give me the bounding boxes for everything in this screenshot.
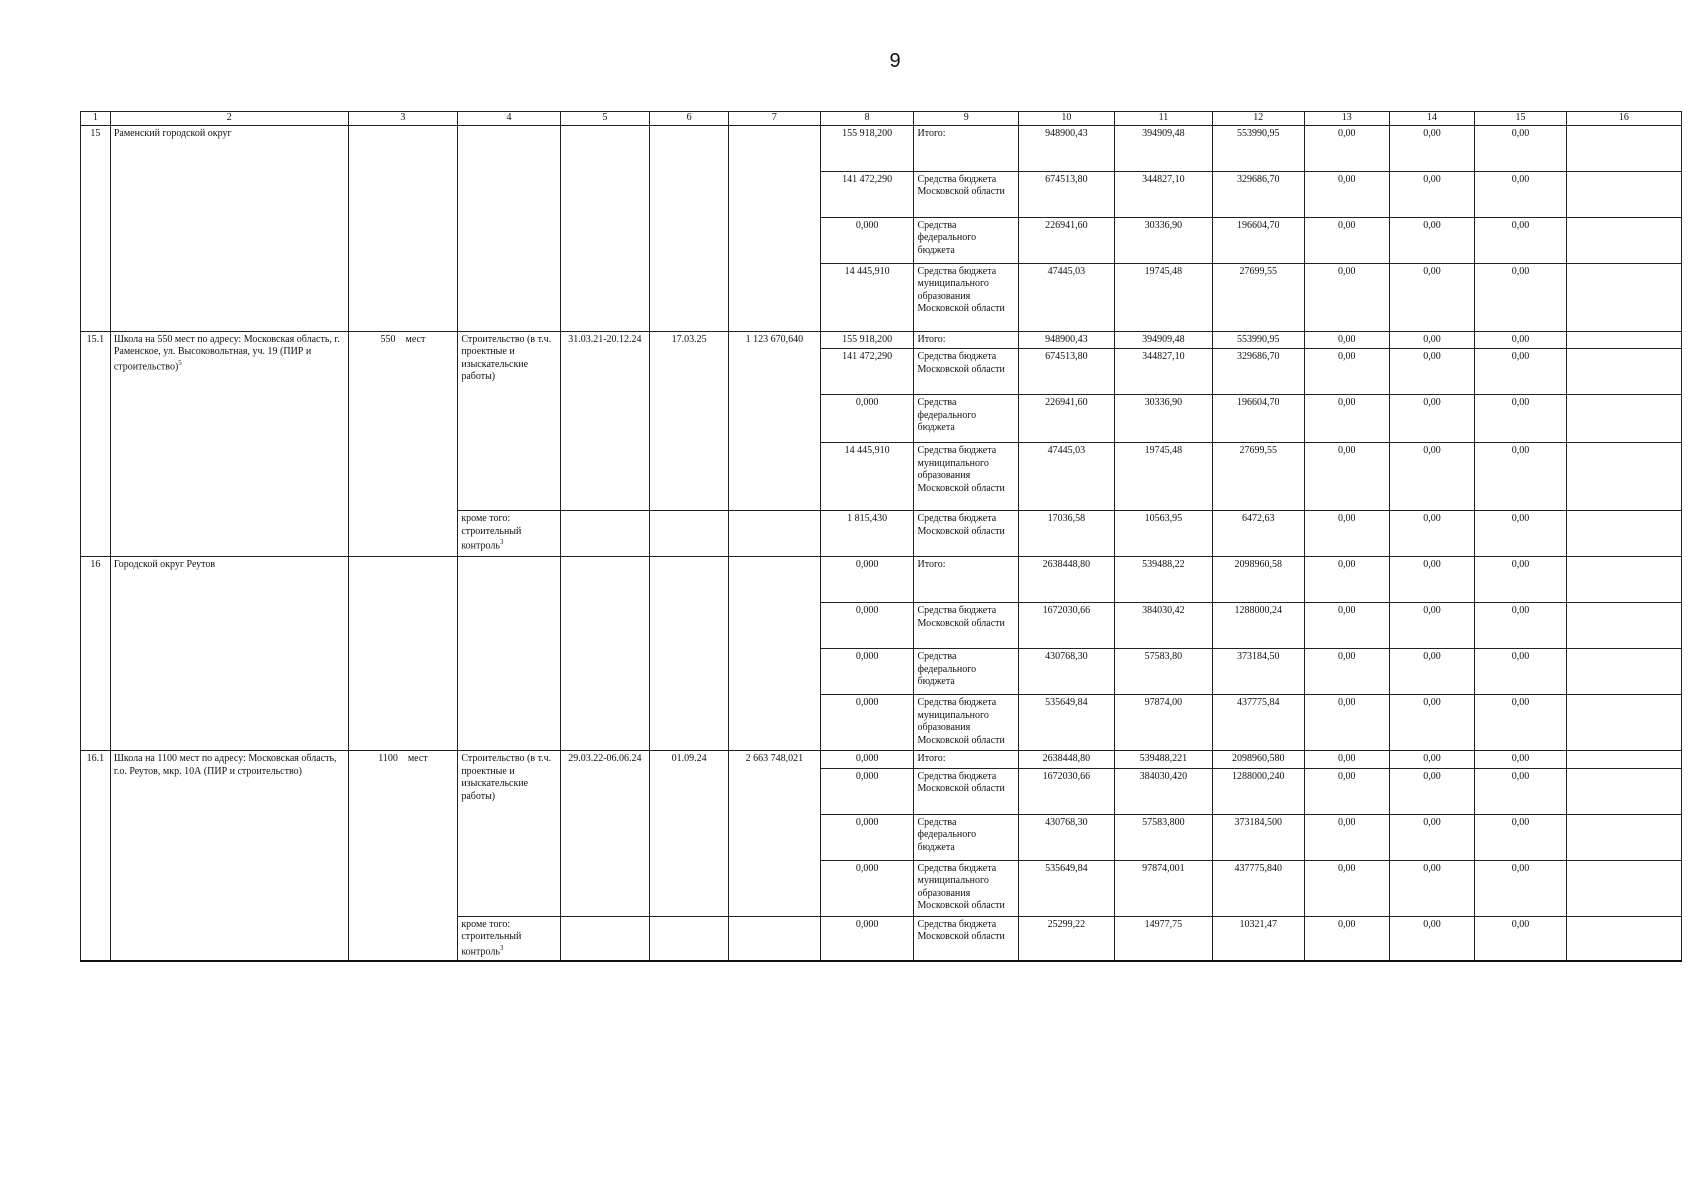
cell-c15: 0,00 <box>1475 331 1567 349</box>
cell-c8: 0,000 <box>820 860 914 916</box>
capacity: 550 мест <box>348 331 458 557</box>
cell-c8: 0,000 <box>820 768 914 814</box>
col-header: 13 <box>1304 112 1389 126</box>
cell-c9: Средства бюджета Московской области <box>914 349 1018 395</box>
date: 17.03.25 <box>650 331 729 511</box>
cell-c15: 0,00 <box>1475 603 1567 649</box>
cell-c12: 27699,55 <box>1212 263 1304 331</box>
cell-c9: Итого: <box>914 751 1018 769</box>
cost: 1 123 670,640 <box>729 331 821 511</box>
table-row <box>81 751 1682 769</box>
cell-c14: 0,00 <box>1389 395 1474 443</box>
cell-c14: 0,00 <box>1389 557 1474 603</box>
object-name: Школа на 1100 мест по адресу: Московская область, г.о. Реутов, мкр. 10А (ПИР и строительство) <box>110 751 348 962</box>
cell-c12: 196604,70 <box>1212 395 1304 443</box>
cell-c10: 17036,58 <box>1018 511 1114 557</box>
cell-c15: 0,00 <box>1475 649 1567 695</box>
table-row <box>81 125 1682 171</box>
cell-c9: Средства федерального бюджета <box>914 814 1018 860</box>
cell-c14: 0,00 <box>1389 603 1474 649</box>
cell-c9: Средства федерального бюджета <box>914 649 1018 695</box>
cell-c14: 0,00 <box>1389 916 1474 961</box>
section-number: 15.1 <box>81 331 111 557</box>
cell-c10: 430768,30 <box>1018 649 1114 695</box>
section-number: 16 <box>81 557 111 751</box>
cell-c14: 0,00 <box>1389 768 1474 814</box>
col-header: 10 <box>1018 112 1114 126</box>
cell-c11: 57583,80 <box>1114 649 1212 695</box>
cell-c14: 0,00 <box>1389 349 1474 395</box>
object-name: Школа на 550 мест по адресу: Московская область, г. Раменское, ул. Высоковольтная, уч. 19 (ПИР и строительство)$^5$ <box>110 331 348 557</box>
cell-c11: 384030,420 <box>1114 768 1212 814</box>
cell-c10: 2638448,80 <box>1018 557 1114 603</box>
cell-c11: 30336,90 <box>1114 395 1212 443</box>
cell-c9: Средства бюджета Московской области <box>914 511 1018 557</box>
cell-c15: 0,00 <box>1475 557 1567 603</box>
col-header: 4 <box>458 112 560 126</box>
cell-c12: 10321,47 <box>1212 916 1304 961</box>
cell-c11: 384030,42 <box>1114 603 1212 649</box>
cell-c8: 0,000 <box>820 814 914 860</box>
cell-c13: 0,00 <box>1304 814 1389 860</box>
cell-c8: 14 445,910 <box>820 263 914 331</box>
cell-c12: 437775,840 <box>1212 860 1304 916</box>
cell-c12: 2098960,580 <box>1212 751 1304 769</box>
page-number: 9 <box>889 50 901 72</box>
cell-c13: 0,00 <box>1304 171 1389 217</box>
cell-c11: 10563,95 <box>1114 511 1212 557</box>
col-header: 2 <box>110 112 348 126</box>
cell-c12: 1288000,24 <box>1212 603 1304 649</box>
cell-c13: 0,00 <box>1304 916 1389 961</box>
cell-c9: Средства федерального бюджета <box>914 217 1018 263</box>
cell-c14: 0,00 <box>1389 814 1474 860</box>
cell-c10: 948900,43 <box>1018 331 1114 349</box>
cell-c10: 674513,80 <box>1018 349 1114 395</box>
cell-c9: Средства бюджета муниципального образования Московской области <box>914 263 1018 331</box>
cell-c10: 1672030,66 <box>1018 768 1114 814</box>
cell-c13: 0,00 <box>1304 649 1389 695</box>
col-header: 9 <box>914 112 1018 126</box>
cell-c13: 0,00 <box>1304 395 1389 443</box>
cell-c9: Средства бюджета муниципального образования Московской области <box>914 695 1018 751</box>
section-name: Раменский городской округ <box>110 125 348 331</box>
col-header: 16 <box>1566 112 1681 126</box>
cell-c14: 0,00 <box>1389 511 1474 557</box>
cell-c13: 0,00 <box>1304 263 1389 331</box>
col-header: 8 <box>820 112 914 126</box>
cell-c15: 0,00 <box>1475 860 1567 916</box>
cell-c12: 329686,70 <box>1212 171 1304 217</box>
cell-c14: 0,00 <box>1389 171 1474 217</box>
col-header: 5 <box>560 112 650 126</box>
cell-c11: 539488,22 <box>1114 557 1212 603</box>
col-header: 15 <box>1475 112 1567 126</box>
col-header: 3 <box>348 112 458 126</box>
cell-c9: Средства бюджета Московской области <box>914 916 1018 961</box>
cell-c8: 0,000 <box>820 557 914 603</box>
cell-c10: 1672030,66 <box>1018 603 1114 649</box>
cell-c13: 0,00 <box>1304 603 1389 649</box>
cell-c14: 0,00 <box>1389 263 1474 331</box>
cell-c10: 226941,60 <box>1018 395 1114 443</box>
cell-c8: 0,000 <box>820 695 914 751</box>
cell-c14: 0,00 <box>1389 860 1474 916</box>
cell-c10: 2638448,80 <box>1018 751 1114 769</box>
cell-c9: Средства бюджета муниципального образования Московской области <box>914 443 1018 511</box>
cost: 2 663 748,021 <box>729 751 821 917</box>
cell-c13: 0,00 <box>1304 768 1389 814</box>
besides-control: кроме того: строительный контроль$^3$ <box>458 511 560 557</box>
cell-c13: 0,00 <box>1304 557 1389 603</box>
cell-c13: 0,00 <box>1304 349 1389 395</box>
cell-c14: 0,00 <box>1389 695 1474 751</box>
cell-c13: 0,00 <box>1304 695 1389 751</box>
cell-c14: 0,00 <box>1389 649 1474 695</box>
cell-c14: 0,00 <box>1389 125 1474 171</box>
cell-c8: 0,000 <box>820 916 914 961</box>
cell-c15: 0,00 <box>1475 125 1567 171</box>
cell-c12: 1288000,240 <box>1212 768 1304 814</box>
cell-c13: 0,00 <box>1304 125 1389 171</box>
budget-table <box>80 111 1682 962</box>
cell-c9: Средства бюджета Московской области <box>914 768 1018 814</box>
cell-c12: 553990,95 <box>1212 125 1304 171</box>
cell-c12: 437775,84 <box>1212 695 1304 751</box>
cell-c14: 0,00 <box>1389 751 1474 769</box>
cell-c9: Итого: <box>914 557 1018 603</box>
cell-c8: 0,000 <box>820 649 914 695</box>
col-header: 7 <box>729 112 821 126</box>
table-row <box>81 331 1682 349</box>
cell-c9: Средства бюджета Московской области <box>914 603 1018 649</box>
cell-c15: 0,00 <box>1475 695 1567 751</box>
date: 01.09.24 <box>650 751 729 917</box>
cell-c13: 0,00 <box>1304 443 1389 511</box>
cell-c9: Средства федерального бюджета <box>914 395 1018 443</box>
header-row <box>81 112 1682 126</box>
cell-c9: Итого: <box>914 331 1018 349</box>
cell-c10: 535649,84 <box>1018 695 1114 751</box>
cell-c10: 948900,43 <box>1018 125 1114 171</box>
cell-c11: 344827,10 <box>1114 171 1212 217</box>
cell-c8: 0,000 <box>820 603 914 649</box>
cell-c10: 430768,30 <box>1018 814 1114 860</box>
cell-c15: 0,00 <box>1475 443 1567 511</box>
section-name: Городской округ Реутов <box>110 557 348 751</box>
cell-c11: 97874,00 <box>1114 695 1212 751</box>
cell-c15: 0,00 <box>1475 768 1567 814</box>
cell-c15: 0,00 <box>1475 395 1567 443</box>
cell-c11: 344827,10 <box>1114 349 1212 395</box>
cell-c9: Итого: <box>914 125 1018 171</box>
work-type: Строительство (в т.ч. проектные и изыскательские работы) <box>458 331 560 511</box>
cell-c12: 373184,50 <box>1212 649 1304 695</box>
cell-c10: 226941,60 <box>1018 217 1114 263</box>
cell-c8: 14 445,910 <box>820 443 914 511</box>
cell-c11: 19745,48 <box>1114 443 1212 511</box>
cell-c13: 0,00 <box>1304 751 1389 769</box>
period: 29.03.22-06.06.24 <box>560 751 650 917</box>
cell-c12: 553990,95 <box>1212 331 1304 349</box>
cell-c11: 30336,90 <box>1114 217 1212 263</box>
cell-c12: 2098960,58 <box>1212 557 1304 603</box>
cell-c15: 0,00 <box>1475 751 1567 769</box>
table-row <box>81 557 1682 603</box>
cell-c10: 47445,03 <box>1018 263 1114 331</box>
cell-c15: 0,00 <box>1475 511 1567 557</box>
cell-c9: Средства бюджета Московской области <box>914 171 1018 217</box>
cell-c15: 0,00 <box>1475 171 1567 217</box>
cell-c14: 0,00 <box>1389 217 1474 263</box>
cell-c11: 394909,48 <box>1114 331 1212 349</box>
cell-c13: 0,00 <box>1304 331 1389 349</box>
cell-c11: 97874,001 <box>1114 860 1212 916</box>
col-header: 12 <box>1212 112 1304 126</box>
section-number: 16.1 <box>81 751 111 962</box>
cell-c13: 0,00 <box>1304 860 1389 916</box>
cell-c14: 0,00 <box>1389 331 1474 349</box>
cell-c8: 0,000 <box>820 217 914 263</box>
cell-c11: 394909,48 <box>1114 125 1212 171</box>
cell-c15: 0,00 <box>1475 916 1567 961</box>
cell-c15: 0,00 <box>1475 349 1567 395</box>
cell-c8: 0,000 <box>820 395 914 443</box>
col-header: 6 <box>650 112 729 126</box>
cell-c8: 141 472,290 <box>820 171 914 217</box>
cell-c11: 14977,75 <box>1114 916 1212 961</box>
work-type: Строительство (в т.ч. проектные и изыскательские работы) <box>458 751 560 917</box>
cell-c12: 27699,55 <box>1212 443 1304 511</box>
cell-c9: Средства бюджета муниципального образования Московской области <box>914 860 1018 916</box>
col-header: 1 <box>81 112 111 126</box>
cell-c8: 0,000 <box>820 751 914 769</box>
col-header: 11 <box>1114 112 1212 126</box>
cell-c15: 0,00 <box>1475 217 1567 263</box>
col-header: 14 <box>1389 112 1474 126</box>
cell-c12: 196604,70 <box>1212 217 1304 263</box>
cell-c14: 0,00 <box>1389 443 1474 511</box>
cell-c13: 0,00 <box>1304 511 1389 557</box>
cell-c12: 329686,70 <box>1212 349 1304 395</box>
cell-c8: 1 815,430 <box>820 511 914 557</box>
cell-c10: 25299,22 <box>1018 916 1114 961</box>
cell-c8: 155 918,200 <box>820 331 914 349</box>
cell-c12: 373184,500 <box>1212 814 1304 860</box>
cell-c12: 6472,63 <box>1212 511 1304 557</box>
cell-c10: 674513,80 <box>1018 171 1114 217</box>
cell-c8: 141 472,290 <box>820 349 914 395</box>
section-number: 15 <box>81 125 111 331</box>
cell-c11: 539488,221 <box>1114 751 1212 769</box>
capacity: 1100 мест <box>348 751 458 962</box>
cell-c11: 57583,800 <box>1114 814 1212 860</box>
period: 31.03.21-20.12.24 <box>560 331 650 511</box>
besides-control: кроме того: строительный контроль$^3$ <box>458 916 560 961</box>
cell-c11: 19745,48 <box>1114 263 1212 331</box>
cell-c10: 535649,84 <box>1018 860 1114 916</box>
cell-c8: 155 918,200 <box>820 125 914 171</box>
cell-c10: 47445,03 <box>1018 443 1114 511</box>
cell-c15: 0,00 <box>1475 814 1567 860</box>
cell-c13: 0,00 <box>1304 217 1389 263</box>
cell-c15: 0,00 <box>1475 263 1567 331</box>
